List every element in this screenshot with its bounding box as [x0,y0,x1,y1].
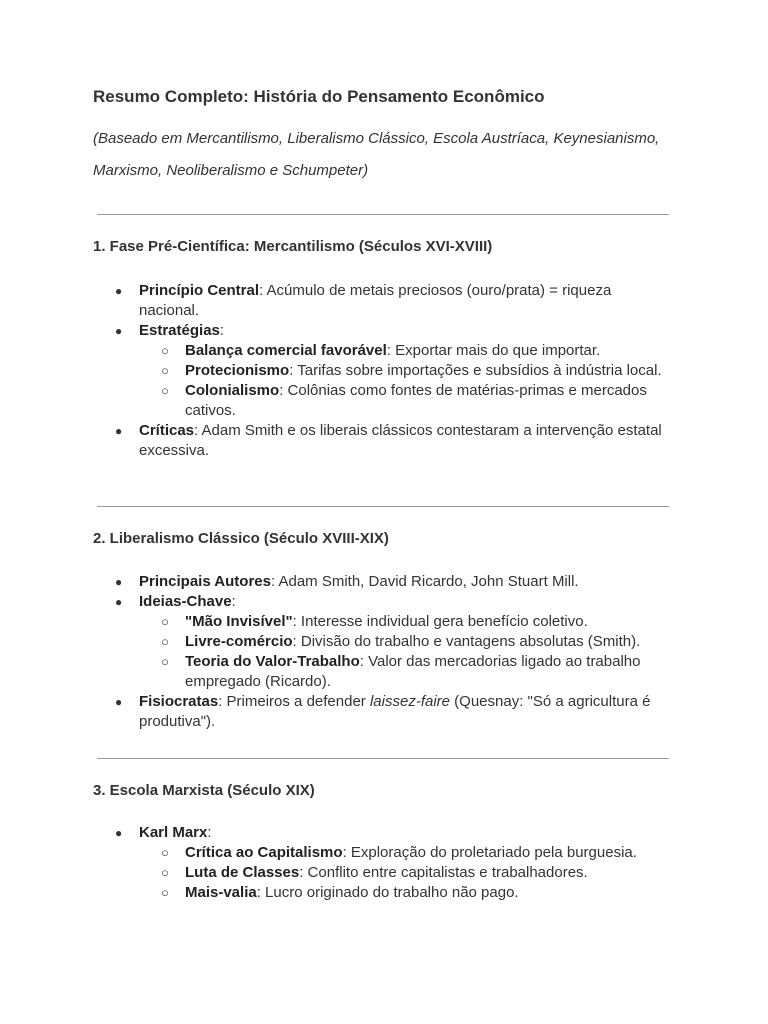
sub-list-item [139,883,673,903]
section-1-list [93,281,673,461]
sub-list-item [139,612,673,632]
sub-list [139,612,673,692]
term: Principais Autores [139,573,271,590]
term: Colonialismo [185,382,280,399]
definition: : Conflito entre capitalistas e trabalhadores. [299,864,588,881]
term: "Mão Invisível" [185,613,293,630]
term: Teoria do Valor-Trabalho [185,653,360,670]
list-item-marx [93,823,673,903]
definition: : [231,593,236,610]
horizontal-divider [97,214,669,215]
term: Balança comercial favorável [185,342,387,359]
italic-term: laissez-faire [369,693,450,710]
definition: : [219,322,225,339]
definition: : Exploração do proletariado pela burguesia. [342,844,637,861]
section-3-list [93,823,673,903]
term: Luta de Classes [185,864,300,881]
list-item-criticas [93,421,673,461]
definition: : Exportar mais do que importar. [386,342,601,359]
horizontal-divider [97,758,669,759]
definition: : Tarifas sobre importações e subsídios à indústria local. [289,362,662,379]
term: Princípio Central [139,282,260,299]
definition: (Quesnay: "Só a agricultura é produtiva"). [139,693,651,730]
definition: : Colônias como fontes de matérias-primas e mercados cativos. [185,382,647,419]
list-item-ideias [93,592,673,692]
term: Críticas [139,422,195,439]
sub-list [139,341,673,421]
term: Protecionismo [185,362,290,379]
definition: : Adam Smith, David Ricardo, John Stuart Mill. [270,573,579,590]
definition: : [207,824,212,841]
term: Karl Marx [139,824,208,841]
term: Crítica ao Capitalismo [185,844,343,861]
term: Ideias-Chave [139,593,232,610]
list-item-estrategias [93,321,673,421]
sub-list-item [139,652,673,692]
sub-list-item [139,632,673,652]
term: Livre-comércio [185,633,293,650]
definition: : Lucro originado do trabalho não pago. [256,884,519,901]
sub-list-item [139,863,673,883]
list-item-autores [93,572,673,592]
list-item-fisiocratas [93,692,673,732]
definition: : Valor das mercadorias ligado ao trabalho empregado (Ricardo). [185,653,641,690]
definition: : Divisão do trabalho e vantagens absolutas (Smith). [292,633,641,650]
document-title: Resumo Completo: História do Pensamento Econômico [93,87,545,106]
document-subtitle: (Baseado em Mercantilismo, Liberalismo Clássico, Escola Austríaca, Keynesianismo, Marxismo, Neoliberalismo e Schumpeter) [93,130,660,179]
sub-list-item [139,361,673,381]
definition: : Primeiros a defender [218,693,370,710]
section-2-list [93,572,673,732]
term: Estratégias [139,322,220,339]
sub-list-item [139,341,673,361]
horizontal-divider [97,506,669,507]
section-3-heading: 3. Escola Marxista (Século XIX) [93,782,315,799]
definition: : Acúmulo de metais preciosos (ouro/prata) = riqueza nacional. [139,282,612,319]
sub-list-item [139,381,673,421]
sub-list [139,843,673,903]
definition: : Adam Smith e os liberais clássicos contestaram a intervenção estatal excessiva. [139,422,662,459]
term: Fisiocratas [139,693,219,710]
definition: : Interesse individual gera benefício coletivo. [292,613,588,630]
sub-list-item [139,843,673,863]
term: Mais-valia [185,884,257,901]
section-2-heading: 2. Liberalismo Clássico (Século XVIII-XIX) [93,530,389,547]
section-1-heading: 1. Fase Pré-Científica: Mercantilismo (Séculos XVI-XVIII) [93,238,493,255]
list-item-principio [93,281,673,321]
